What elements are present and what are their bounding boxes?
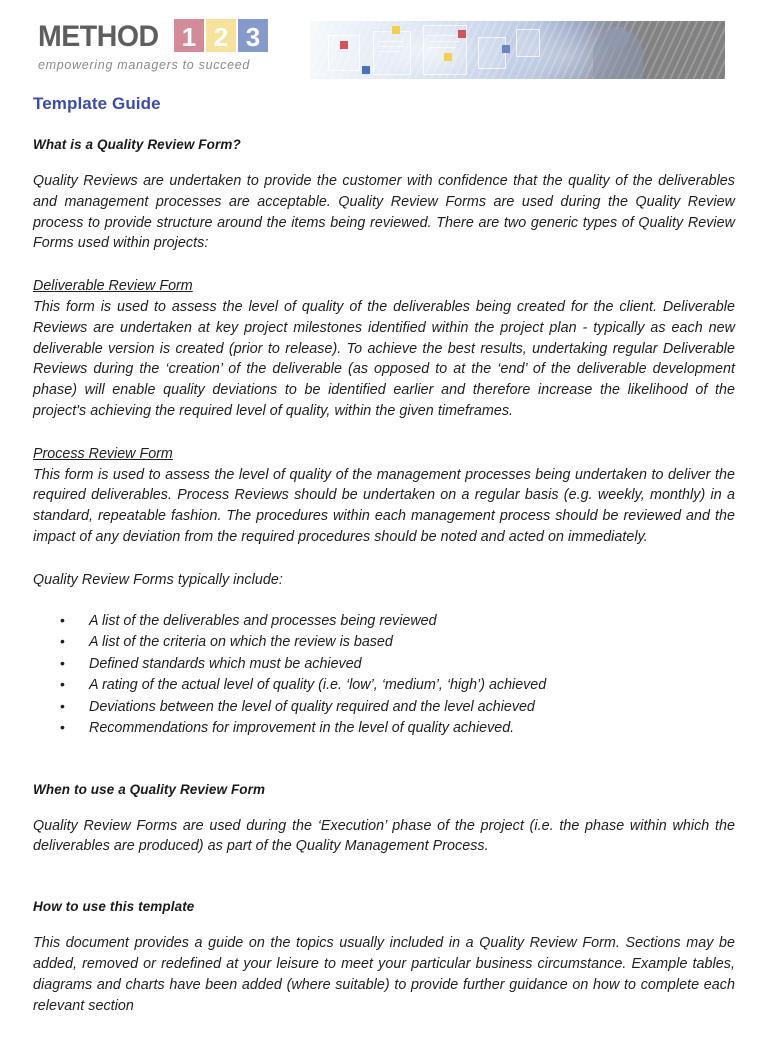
list-item: • Deviations between the level of quality required and the level achieved [33,697,735,719]
section-heading-when-to-use: When to use a Quality Review Form [33,781,266,797]
logo-number-squares [174,19,270,52]
banner-line-2 [378,46,404,47]
list-lead-in-text: Quality Review Forms typically include: [33,571,283,588]
banner-line-1 [378,41,404,42]
page-header [0,0,768,92]
section-heading-how-to-use: How to use this template [33,899,195,915]
banner-chip-red-1 [340,41,348,49]
list-item: • Defined standards which must be achieved [33,654,735,676]
paragraph-when-to-use: Quality Review Forms are used during the ‘Execution’ phase of the project (i.e. the phase within which the deliverables are produced) as part of the Quality Management Process. [33,817,735,855]
spacer [33,548,735,570]
list-item: • A list of the criteria on which the review is based [33,632,735,654]
list-item: • A rating of the actual level of quality (i.e. ‘low’, ‘medium’, ‘high’) achieved [33,675,735,697]
document-body [33,94,735,1016]
spacer [33,422,735,444]
paragraph-process-review-form: This form is used to assess the level of quality of the management processes being undertaken to deliver the required deliverables. Process Reviews should be undertaken on a regular basis (e.g. weekly, monthly) in a standard, repeatable fashion. The procedures within each management process should be reviewed and the impact of any deviation from the required procedures should be noted and acted on immediately. [33,466,735,545]
banner-chip-blue-1 [362,66,370,74]
quality-review-form-contents-list [33,611,735,740]
list-item: • Recommendations for improvement in the level of quality achieved. [33,718,735,740]
spacer [33,591,735,611]
logo-square-2 [206,19,236,52]
subsection-process-review-form [33,444,735,548]
paragraph-how-to-use: This document provides a guide on the topics usually included in a Quality Review Form. Sections may be added, removed or redefined at your leisure to meet your particular business circumstance. Example tables, diagrams and charts have been added (where suitable) to provide further guidance on how to complete each relevant section [33,935,735,1014]
paragraph-deliverable-review-form: This form is used to assess the level of quality of the deliverables being created for the client. Deliverable Reviews are undertaken at key project milestones identified within the project plan - typically as each new deliverable version is created (prior to release). To achieve the best results, undertaking regular Deliverable Reviews during the ‘creation’ of the deliverable (as opposed to at the ‘end’ of the deliverable development phase) will enable quality deviations to be identified earlier and therefore increase the likelihood of the project's achieving the required level of quality, within the given timeframes. [33,298,735,419]
subheading-deliverable-review-form: Deliverable Review Form [33,278,193,295]
banner-line-3 [378,51,400,52]
banner-doc-shape-2 [373,31,411,75]
banner-line-5 [428,41,460,42]
banner-chip-yellow-2 [444,53,452,61]
header-banner-image [310,21,725,79]
logo-square-2-digit: 2 [213,21,229,52]
banner-chip-red-2 [458,30,466,38]
subsection-deliverable-review-form [33,276,735,422]
spacer [33,857,735,899]
list-item: • A list of the deliverables and processes being reviewed [33,611,735,633]
logo-square-3-digit: 3 [245,21,261,52]
spacer [33,254,735,276]
logo-square-3 [238,19,268,52]
banner-chip-blue-2 [502,45,510,53]
method123-logo [38,22,268,72]
logo-square-1-digit: 1 [181,21,197,52]
spacer [33,740,735,782]
banner-person-body [593,29,643,79]
banner-doc-shape-5 [516,29,540,57]
logo-square-1 [174,19,204,52]
logo-tagline: empowering managers to succeed [38,58,251,72]
logo-wordmark: METHOD [38,20,159,53]
paragraph-what-is-intro: Quality Reviews are undertaken to provide the customer with confidence that the quality of the deliverables and management processes are acceptable. Quality Review Forms are used during the Quality Review process to provide structure around the items being reviewed. There are two generic types of Quality Review Forms used within projects: [33,173,735,252]
subheading-process-review-form: Process Review Form [33,445,173,462]
banner-line-6 [428,47,456,48]
section-heading-what-is: What is a Quality Review Form? [33,137,241,152]
banner-chip-yellow-1 [392,26,400,34]
banner-line-4 [428,35,460,36]
logo-top-row [38,22,268,52]
page-title: Template Guide [33,94,161,113]
banner-doc-shape-4 [478,37,506,69]
